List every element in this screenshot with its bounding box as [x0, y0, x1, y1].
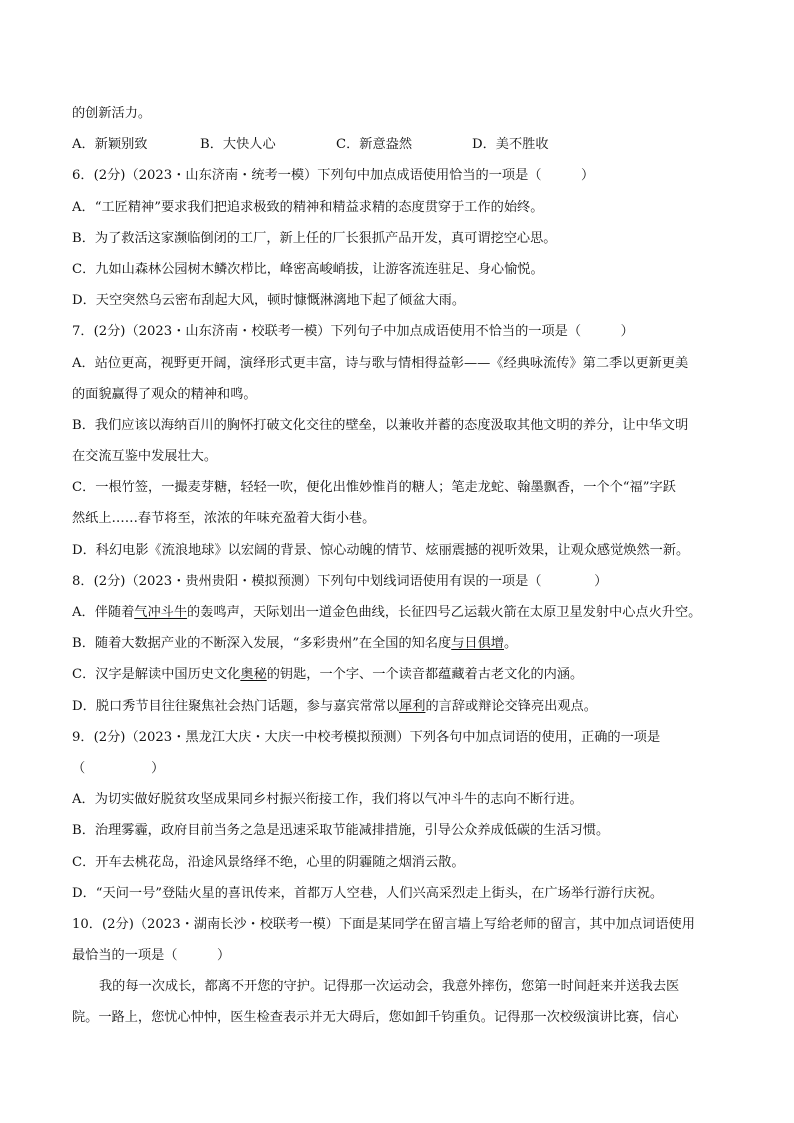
text-line-q10: 10．(2分)（2023・湖南长沙・校联考一模）下面是某同学在留言墙上写给老师的留言，其中加点词语使用: [72, 916, 695, 932]
text-segment: 的轰鸣声，天际划出一道金色曲线，长征四号乙运载火箭在太原卫星发射中心点火升空。: [187, 605, 702, 620]
text-line-q9d: D．“天问一号”登陆火星的喜讯传来，首都万人空巷，人们兴高采烈走上街头，在广场举行游行庆祝。: [72, 885, 664, 901]
text-line-q9c: C．开车去桃花岛，沿途风景络绎不绝，心里的阴霾随之烟消云散。: [72, 854, 465, 870]
text-line-q8b: [72, 628, 724, 659]
underlined-term: 奥秘: [240, 667, 267, 683]
text-line-q7c2: 然纸上……春节将至，浓浓的年味充盈着大街小巷。: [72, 511, 376, 527]
underlined-term: 气冲斗牛: [134, 605, 188, 620]
text-line-q6c: C．九如山森林公园树木鳞次栉比，峰密高峻峭拔，让游客流连驻足、身心愉悦。: [72, 261, 544, 277]
text-line-q8: 8．(2分)（2023・贵州贵阳・模拟预测）下列句中划线词语使用有误的一项是（ ）: [72, 573, 608, 589]
text-line-q7d: D．科幻电影《流浪地球》以宏阔的背景、惊心动魄的情节、炫丽震撼的视听效果，让观众感觉焕然一新。: [72, 542, 690, 558]
text-line-q6a: A．“工匠精神”要求我们把追求极致的精神和精益求精的态度贯穿于工作的始终。: [72, 199, 544, 215]
text-segment: C．汉字是解读中国历史文化: [72, 667, 241, 683]
text-line-cont: 的创新活力。: [72, 106, 152, 121]
text-line-q8c: [72, 659, 724, 690]
text-line-q7b2: 在交流互鉴中发展壮大。: [72, 449, 218, 465]
underlined-term: 与日俱增: [451, 636, 504, 652]
text-segment: 的言辞或辩论交锋亮出观点。: [425, 698, 597, 714]
option-opts5-1: B．大快人心: [200, 137, 276, 153]
text-segment: 。: [504, 636, 518, 652]
text-line-q6d: D．天空突然乌云密布刮起大风，顿时慷慨淋漓地下起了倾盆大雨。: [72, 293, 466, 309]
text-line-q8d: [72, 691, 724, 722]
text-line-opts5: [72, 129, 724, 160]
text-segment: D．脱口秀节目往往聚焦社会热门话题，参与嘉宾常常以: [72, 698, 400, 714]
text-line-p1: 我的每一次成长，都离不开您的守护。记得那一次运动会，我意外摔伤，您第一时间赶来并送我去医: [99, 979, 680, 995]
text-line-q9a: A．为切实做好脱贫攻坚成果同乡村振兴衔接工作，我们将以气冲斗牛的志向不断行进。: [72, 792, 583, 808]
text-segment: A．伴随着: [72, 605, 135, 620]
text-segment: 的钥匙，一个字、一个读音都蕴藏着古老文化的内涵。: [266, 667, 584, 683]
option-opts5-3: D．美不胜收: [472, 137, 549, 153]
option-opts5-2: C．新意盎然: [336, 137, 413, 153]
text-segment: B．随着大数据产业的不断深入发展，“多彩贵州”在全国的知名度: [72, 636, 452, 652]
text-line-q10b: 最恰当的一项是（ ）: [72, 948, 231, 964]
text-line-q7a2: 的面貌赢得了观众的精神和鸣。: [72, 386, 257, 402]
text-line-q7a1: A．站位更高，视野更开阔，演绎形式更丰富，诗与歌与情相得益彰——《经典咏流传》第二季以更新更美: [72, 355, 689, 371]
text-line-p2: 院。一路上，您忧心忡忡，医生检查表示并无大碍后，您如卸千钧重负。记得那一次校级演讲比赛，信心: [72, 1010, 679, 1026]
text-line-q9b: B．治理雾霾，政府目前当务之急是迅速采取节能减排措施，引导公众养成低碳的生活习惯。: [72, 823, 610, 839]
text-line-q7b1: B．我们应该以海纳百川的胸怀打破文化交往的壁垒，以兼收并蓄的态度汲取其他文明的养分，让中华文明: [72, 417, 689, 433]
text-line-q6: 6．(2分)（2023・山东济南・统考一模）下列句中加点成语使用恰当的一项是（ ）: [72, 168, 595, 184]
text-line-q7c1: C．一根竹签，一撮麦芽糖，轻轻一吹，便化出惟妙惟肖的糖人；笔走龙蛇、翰墨飘香，一个个“福”字跃: [72, 480, 676, 496]
text-line-q9: 9．(2分)（2023・黑龙江大庆・大庆一中校考模拟预测）下列各句中加点词语的使用，正确的一项是: [72, 729, 661, 745]
underlined-term: 犀利: [399, 698, 426, 714]
text-line-q9p: （ ）: [72, 760, 165, 776]
text-line-q7: 7．(2分)（2023・山东济南・校联考一模）下列句子中加点成语使用不恰当的一项是（ ）: [72, 324, 634, 340]
option-opts5-0: A．新颖别致: [72, 137, 148, 153]
text-line-q8a: [72, 597, 724, 628]
text-line-q6b: B．为了救活这家濒临倒闭的工厂，新上任的厂长狠抓产品开发，真可谓挖空心思。: [72, 230, 557, 246]
